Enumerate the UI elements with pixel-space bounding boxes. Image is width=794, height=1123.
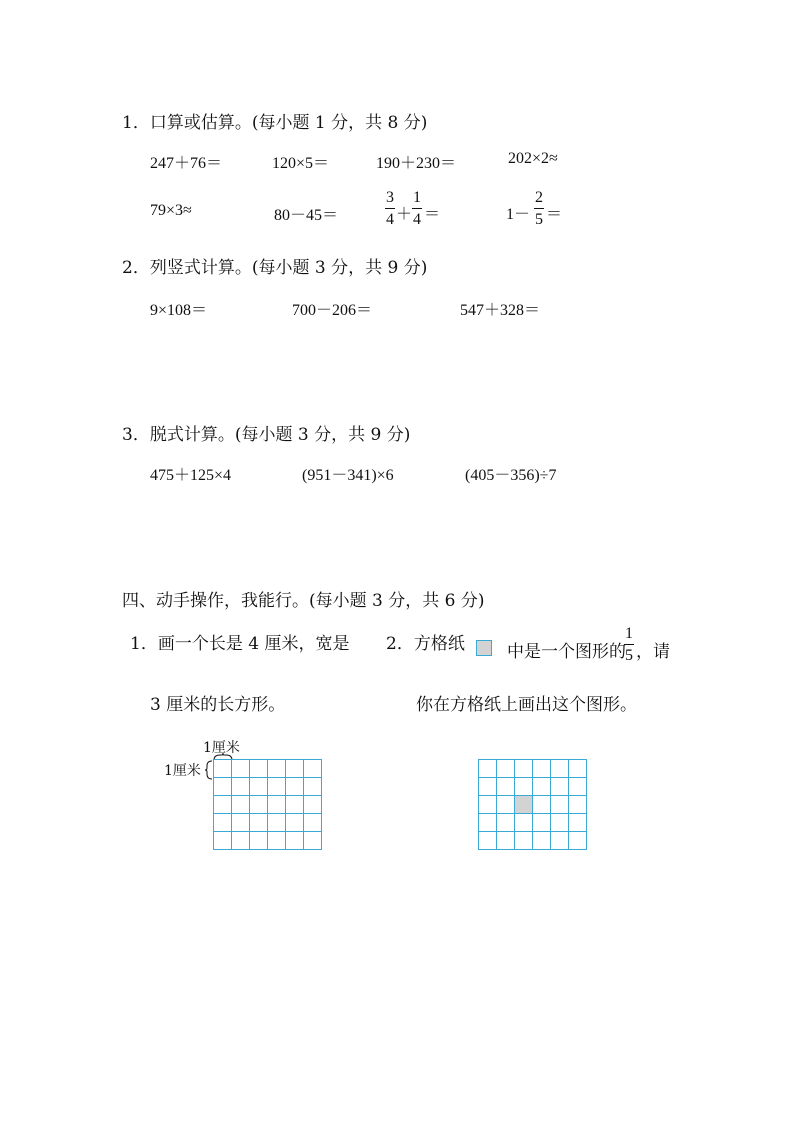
grid-row xyxy=(214,796,322,814)
q1-item-2: 120×5＝ xyxy=(272,155,330,172)
grid-cell[interactable] xyxy=(569,778,587,796)
q4-part1-line2: 3 厘米的长方形。 xyxy=(150,695,286,715)
fraction-1-5: $\frac{1}{5}$ xyxy=(625,625,633,664)
grid-row xyxy=(214,832,322,850)
grid-row xyxy=(214,814,322,832)
grid-cell[interactable] xyxy=(515,832,533,850)
grid-cell[interactable] xyxy=(479,760,497,778)
grid-cell[interactable] xyxy=(551,832,569,850)
grid-row xyxy=(479,796,587,814)
q3-item-3: (405－356)÷7 xyxy=(465,467,557,484)
grid-cell[interactable] xyxy=(304,832,322,850)
grid-row xyxy=(479,832,587,850)
grid-cell[interactable] xyxy=(497,760,515,778)
grid-cell[interactable] xyxy=(551,796,569,814)
q1-title: 1．口算或估算。(每小题 1 分，共 8 分) xyxy=(122,113,428,133)
grid-cell[interactable] xyxy=(304,760,322,778)
q3-title: 3．脱式计算。(每小题 3 分，共 9 分) xyxy=(122,425,411,445)
q1-item-5: 79×3≈ xyxy=(150,202,192,219)
grid-row xyxy=(479,760,587,778)
grid-cell[interactable] xyxy=(479,778,497,796)
q4-title: 四、动手操作，我能行。(每小题 3 分，共 6 分) xyxy=(122,591,485,611)
grid-cell[interactable] xyxy=(569,796,587,814)
grid-cell[interactable] xyxy=(268,814,286,832)
grid-cell[interactable] xyxy=(250,760,268,778)
grid-label-top: 1厘米 xyxy=(203,740,240,756)
q2-item-3: 547＋328＝ xyxy=(460,302,541,319)
grid-cell-shaded[interactable] xyxy=(515,796,533,814)
one-minus: 1－ xyxy=(506,206,531,223)
grid-cell[interactable] xyxy=(304,796,322,814)
q1-item-1: 247＋76＝ xyxy=(150,155,223,172)
grid-cell[interactable] xyxy=(533,832,551,850)
grid-cell[interactable] xyxy=(304,778,322,796)
grid-cell[interactable] xyxy=(232,832,250,850)
grid-cell[interactable] xyxy=(286,814,304,832)
grid-cell[interactable] xyxy=(515,760,533,778)
grid-cell[interactable] xyxy=(533,760,551,778)
grid-cell[interactable] xyxy=(569,832,587,850)
q4-part1-line1: 1．画一个长是 4 厘米，宽是 xyxy=(130,634,350,654)
grid-label-left: 1厘米 xyxy=(164,763,201,779)
grid-cell[interactable] xyxy=(551,760,569,778)
fraction-2-5: $\frac{2}{5}$ xyxy=(535,189,543,228)
grid-cell[interactable] xyxy=(569,760,587,778)
q2-item-1: 9×108＝ xyxy=(150,302,208,319)
right-grid[interactable] xyxy=(478,759,587,850)
left-grid[interactable] xyxy=(213,759,322,850)
grid-cell[interactable] xyxy=(286,832,304,850)
q4-part2-line2: 你在方格纸上画出这个图形。 xyxy=(416,695,637,715)
q4-part2-prefix: 2．方格纸 xyxy=(386,634,465,654)
grid-cell[interactable] xyxy=(268,796,286,814)
equals-sign: ＝ xyxy=(424,206,441,223)
grid-cell[interactable] xyxy=(479,832,497,850)
grid-cell[interactable] xyxy=(232,760,250,778)
grid-cell[interactable] xyxy=(286,778,304,796)
brace-left-icon xyxy=(205,760,213,780)
q1-item-6: 80－45＝ xyxy=(274,207,339,224)
grid-cell[interactable] xyxy=(232,778,250,796)
grid-cell[interactable] xyxy=(304,814,322,832)
grid-cell[interactable] xyxy=(268,832,286,850)
fraction-3-4: $\frac{3}{4}$ xyxy=(386,189,394,228)
grid-cell[interactable] xyxy=(232,814,250,832)
grid-cell[interactable] xyxy=(515,778,533,796)
grid-cell[interactable] xyxy=(214,796,232,814)
grid-cell[interactable] xyxy=(214,778,232,796)
q1-item-4: 202×2≈ xyxy=(508,150,558,167)
grid-cell[interactable] xyxy=(533,778,551,796)
grid-cell[interactable] xyxy=(268,778,286,796)
grid-cell[interactable] xyxy=(569,814,587,832)
grid-cell[interactable] xyxy=(551,778,569,796)
shaded-square-legend xyxy=(476,640,492,656)
q2-item-2: 700－206＝ xyxy=(292,302,373,319)
grid-cell[interactable] xyxy=(232,796,250,814)
grid-cell[interactable] xyxy=(214,814,232,832)
grid-cell[interactable] xyxy=(533,814,551,832)
q2-title: 2．列竖式计算。(每小题 3 分，共 9 分) xyxy=(122,258,428,278)
q3-item-1: 475＋125×4 xyxy=(150,467,232,484)
grid-cell[interactable] xyxy=(497,814,515,832)
grid-cell[interactable] xyxy=(497,796,515,814)
grid-cell[interactable] xyxy=(515,814,533,832)
q4-part2-mid: 中是一个图形的 xyxy=(507,642,626,662)
q4-part2-suffix: ，请 xyxy=(636,642,670,662)
grid-row xyxy=(479,778,587,796)
grid-row xyxy=(214,760,322,778)
plus-sign: ＋ xyxy=(396,206,413,223)
equals-sign-2: ＝ xyxy=(546,206,563,223)
grid-cell[interactable] xyxy=(214,760,232,778)
grid-cell[interactable] xyxy=(551,814,569,832)
grid-cell[interactable] xyxy=(286,796,304,814)
fraction-1-4: $\frac{1}{4}$ xyxy=(413,189,421,228)
grid-cell[interactable] xyxy=(250,832,268,850)
grid-cell[interactable] xyxy=(214,832,232,850)
q1-item-3: 190＋230＝ xyxy=(376,155,457,172)
grid-cell[interactable] xyxy=(533,796,551,814)
grid-cell[interactable] xyxy=(286,760,304,778)
grid-row xyxy=(214,778,322,796)
grid-cell[interactable] xyxy=(250,778,268,796)
grid-cell[interactable] xyxy=(497,778,515,796)
grid-cell[interactable] xyxy=(479,814,497,832)
grid-cell[interactable] xyxy=(479,796,497,814)
q3-item-2: (951－341)×6 xyxy=(302,467,394,484)
grid-cell[interactable] xyxy=(250,796,268,814)
grid-cell[interactable] xyxy=(250,814,268,832)
grid-cell[interactable] xyxy=(497,832,515,850)
grid-row xyxy=(479,814,587,832)
grid-cell[interactable] xyxy=(268,760,286,778)
